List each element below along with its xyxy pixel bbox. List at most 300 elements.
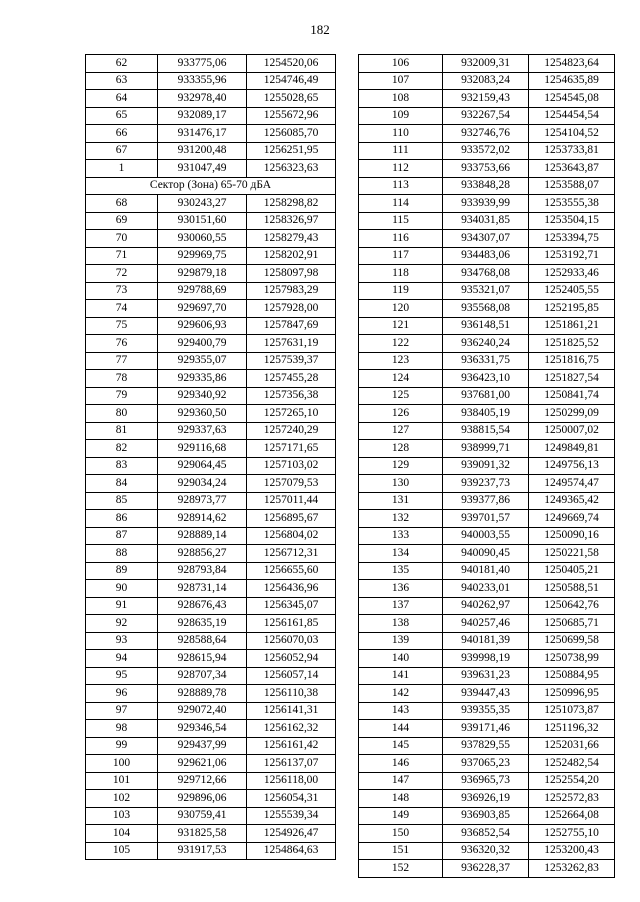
table-row [86,475,336,493]
table-row [86,282,336,300]
x-coordinate-cell: 928973,77 [158,492,247,510]
point-number-cell: 77 [86,352,158,370]
x-coordinate-cell: 929712,66 [158,772,247,790]
point-number-cell: 92 [86,615,158,633]
point-number-cell: 126 [359,405,443,423]
y-coordinate-cell: 1257928,00 [247,300,336,318]
y-coordinate-cell: 1257171,65 [247,440,336,458]
table-row [86,195,336,213]
x-coordinate-cell: 929337,63 [158,422,247,440]
x-coordinate-cell: 928731,14 [158,580,247,598]
x-coordinate-cell: 932159,43 [443,90,529,108]
table-row [86,335,336,353]
point-number-cell: 82 [86,440,158,458]
point-number-cell: 125 [359,387,443,405]
x-coordinate-cell: 930060,55 [158,230,247,248]
x-coordinate-cell: 935568,08 [443,300,529,318]
table-row [86,492,336,510]
point-number-cell: 73 [86,282,158,300]
y-coordinate-cell: 1257103,02 [247,457,336,475]
point-number-cell: 99 [86,737,158,755]
y-coordinate-cell: 1256070,03 [247,632,336,650]
right-table-body [359,55,615,878]
table-row [86,702,336,720]
point-number-cell: 128 [359,440,443,458]
x-coordinate-cell: 929346,54 [158,720,247,738]
x-coordinate-cell: 936423,10 [443,370,529,388]
table-row [359,667,615,685]
y-coordinate-cell: 1250841,74 [529,387,615,405]
x-coordinate-cell: 929355,07 [158,352,247,370]
y-coordinate-cell: 1256162,32 [247,720,336,738]
x-coordinate-cell: 939998,19 [443,650,529,668]
x-coordinate-cell: 929697,70 [158,300,247,318]
table-row [359,142,615,160]
table-row [86,807,336,825]
y-coordinate-cell: 1252554,20 [529,772,615,790]
point-number-cell: 93 [86,632,158,650]
point-number-cell: 101 [86,772,158,790]
x-coordinate-cell: 928914,62 [158,510,247,528]
x-coordinate-cell: 936148,51 [443,317,529,335]
x-coordinate-cell: 939631,23 [443,667,529,685]
y-coordinate-cell: 1256436,96 [247,580,336,598]
y-coordinate-cell: 1256085,70 [247,125,336,143]
y-coordinate-cell: 1252031,66 [529,737,615,755]
y-coordinate-cell: 1250090,16 [529,527,615,545]
table-row [359,790,615,808]
point-number-cell: 106 [359,55,443,73]
x-coordinate-cell: 936965,73 [443,772,529,790]
y-coordinate-cell: 1251861,21 [529,317,615,335]
x-coordinate-cell: 934031,85 [443,212,529,230]
coordinates-table-right [358,54,615,878]
point-number-cell: 111 [359,142,443,160]
y-coordinate-cell: 1250699,58 [529,632,615,650]
x-coordinate-cell: 939091,32 [443,457,529,475]
y-coordinate-cell: 1254520,06 [247,55,336,73]
y-coordinate-cell: 1250685,71 [529,615,615,633]
x-coordinate-cell: 928707,34 [158,667,247,685]
x-coordinate-cell: 938405,19 [443,405,529,423]
table-row [86,370,336,388]
x-coordinate-cell: 936852,54 [443,825,529,843]
point-number-cell: 121 [359,317,443,335]
x-coordinate-cell: 932089,17 [158,107,247,125]
table-row [359,282,615,300]
table-row [86,107,336,125]
point-number-cell: 135 [359,562,443,580]
table-row [359,842,615,860]
x-coordinate-cell: 929064,45 [158,457,247,475]
y-coordinate-cell: 1249574,47 [529,475,615,493]
y-coordinate-cell: 1256161,85 [247,615,336,633]
table-row [86,510,336,528]
x-coordinate-cell: 929969,75 [158,247,247,265]
point-number-cell: 138 [359,615,443,633]
y-coordinate-cell: 1257356,38 [247,387,336,405]
point-number-cell: 151 [359,842,443,860]
table-row [359,860,615,878]
x-coordinate-cell: 932267,54 [443,107,529,125]
y-coordinate-cell: 1257847,69 [247,317,336,335]
x-coordinate-cell: 937065,23 [443,755,529,773]
table-row [359,247,615,265]
point-number-cell: 1 [86,160,158,178]
table-row [86,160,336,178]
y-coordinate-cell: 1256655,60 [247,562,336,580]
y-coordinate-cell: 1256057,14 [247,667,336,685]
x-coordinate-cell: 929621,06 [158,755,247,773]
x-coordinate-cell: 936240,24 [443,335,529,353]
table-row [359,492,615,510]
point-number-cell: 123 [359,352,443,370]
y-coordinate-cell: 1254454,54 [529,107,615,125]
point-number-cell: 127 [359,422,443,440]
table-row [359,720,615,738]
point-number-cell: 116 [359,230,443,248]
table-row [86,545,336,563]
point-number-cell: 100 [86,755,158,773]
point-number-cell: 95 [86,667,158,685]
x-coordinate-cell: 933572,02 [443,142,529,160]
point-number-cell: 120 [359,300,443,318]
point-number-cell: 144 [359,720,443,738]
point-number-cell: 110 [359,125,443,143]
y-coordinate-cell: 1254864,63 [247,842,336,860]
y-coordinate-cell: 1251196,32 [529,720,615,738]
y-coordinate-cell: 1252933,46 [529,265,615,283]
y-coordinate-cell: 1254635,89 [529,72,615,90]
table-row [359,405,615,423]
point-number-cell: 71 [86,247,158,265]
table-row [86,667,336,685]
table-row [359,90,615,108]
x-coordinate-cell: 940090,45 [443,545,529,563]
point-number-cell: 149 [359,807,443,825]
y-coordinate-cell: 1252755,10 [529,825,615,843]
x-coordinate-cell: 933775,06 [158,55,247,73]
table-row [359,632,615,650]
table-row [86,405,336,423]
x-coordinate-cell: 939171,46 [443,720,529,738]
x-coordinate-cell: 929879,18 [158,265,247,283]
point-number-cell: 109 [359,107,443,125]
point-number-cell: 83 [86,457,158,475]
point-number-cell: 131 [359,492,443,510]
point-number-cell: 97 [86,702,158,720]
y-coordinate-cell: 1256054,31 [247,790,336,808]
x-coordinate-cell: 928856,27 [158,545,247,563]
point-number-cell: 86 [86,510,158,528]
point-number-cell: 118 [359,265,443,283]
y-coordinate-cell: 1258279,43 [247,230,336,248]
y-coordinate-cell: 1250996,95 [529,685,615,703]
point-number-cell: 143 [359,702,443,720]
table-row [359,755,615,773]
x-coordinate-cell: 929896,06 [158,790,247,808]
point-number-cell: 148 [359,790,443,808]
coordinates-table-left [85,54,336,860]
table-row [359,177,615,195]
x-coordinate-cell: 928889,78 [158,685,247,703]
point-number-cell: 76 [86,335,158,353]
x-coordinate-cell: 934307,07 [443,230,529,248]
table-row [86,265,336,283]
x-coordinate-cell: 928793,84 [158,562,247,580]
x-coordinate-cell: 931476,17 [158,125,247,143]
point-number-cell: 119 [359,282,443,300]
table-row [86,685,336,703]
x-coordinate-cell: 931825,58 [158,825,247,843]
x-coordinate-cell: 935321,07 [443,282,529,300]
x-coordinate-cell: 930243,27 [158,195,247,213]
table-row [86,527,336,545]
table-row [359,352,615,370]
point-number-cell: 69 [86,212,158,230]
x-coordinate-cell: 936903,85 [443,807,529,825]
x-coordinate-cell: 940233,01 [443,580,529,598]
y-coordinate-cell: 1251825,52 [529,335,615,353]
x-coordinate-cell: 940257,46 [443,615,529,633]
point-number-cell: 66 [86,125,158,143]
point-number-cell: 132 [359,510,443,528]
y-coordinate-cell: 1249669,74 [529,510,615,528]
y-coordinate-cell: 1253200,43 [529,842,615,860]
table-row [359,772,615,790]
table-row [86,212,336,230]
point-number-cell: 130 [359,475,443,493]
x-coordinate-cell: 932978,40 [158,90,247,108]
x-coordinate-cell: 928615,94 [158,650,247,668]
table-row [359,825,615,843]
table-row [359,457,615,475]
x-coordinate-cell: 929400,79 [158,335,247,353]
y-coordinate-cell: 1257240,29 [247,422,336,440]
table-row [86,632,336,650]
left-table-body [86,55,336,860]
point-number-cell: 78 [86,370,158,388]
point-number-cell: 112 [359,160,443,178]
y-coordinate-cell: 1253192,71 [529,247,615,265]
y-coordinate-cell: 1253394,75 [529,230,615,248]
table-row [359,370,615,388]
point-number-cell: 142 [359,685,443,703]
x-coordinate-cell: 937829,55 [443,737,529,755]
x-coordinate-cell: 939447,43 [443,685,529,703]
table-row [86,650,336,668]
table-row [359,422,615,440]
point-number-cell: 85 [86,492,158,510]
y-coordinate-cell: 1256137,07 [247,755,336,773]
point-number-cell: 134 [359,545,443,563]
point-number-cell: 145 [359,737,443,755]
y-coordinate-cell: 1254823,64 [529,55,615,73]
y-coordinate-cell: 1254746,49 [247,72,336,90]
table-row [359,195,615,213]
y-coordinate-cell: 1256052,94 [247,650,336,668]
point-number-cell: 70 [86,230,158,248]
x-coordinate-cell: 938999,71 [443,440,529,458]
table-row [359,807,615,825]
x-coordinate-cell: 934483,06 [443,247,529,265]
point-number-cell: 122 [359,335,443,353]
point-number-cell: 150 [359,825,443,843]
x-coordinate-cell: 929360,50 [158,405,247,423]
table-row [86,580,336,598]
x-coordinate-cell: 931200,48 [158,142,247,160]
point-number-cell: 115 [359,212,443,230]
y-coordinate-cell: 1252572,83 [529,790,615,808]
point-number-cell: 152 [359,860,443,878]
y-coordinate-cell: 1257631,19 [247,335,336,353]
table-row [359,212,615,230]
point-number-cell: 84 [86,475,158,493]
y-coordinate-cell: 1249849,81 [529,440,615,458]
y-coordinate-cell: 1253504,15 [529,212,615,230]
y-coordinate-cell: 1255539,34 [247,807,336,825]
point-number-cell: 129 [359,457,443,475]
point-number-cell: 75 [86,317,158,335]
x-coordinate-cell: 936331,75 [443,352,529,370]
point-number-cell: 98 [86,720,158,738]
y-coordinate-cell: 1258097,98 [247,265,336,283]
x-coordinate-cell: 928889,14 [158,527,247,545]
table-row [359,737,615,755]
x-coordinate-cell: 929437,99 [158,737,247,755]
point-number-cell: 104 [86,825,158,843]
point-number-cell: 133 [359,527,443,545]
x-coordinate-cell: 939355,35 [443,702,529,720]
point-number-cell: 113 [359,177,443,195]
x-coordinate-cell: 938815,54 [443,422,529,440]
x-coordinate-cell: 929606,93 [158,317,247,335]
table-row [86,142,336,160]
y-coordinate-cell: 1252405,55 [529,282,615,300]
y-coordinate-cell: 1253262,83 [529,860,615,878]
point-number-cell: 90 [86,580,158,598]
x-coordinate-cell: 929072,40 [158,702,247,720]
x-coordinate-cell: 929116,68 [158,440,247,458]
table-row [86,755,336,773]
y-coordinate-cell: 1257539,37 [247,352,336,370]
y-coordinate-cell: 1250299,09 [529,405,615,423]
table-row [86,230,336,248]
y-coordinate-cell: 1255028,65 [247,90,336,108]
table-row [86,772,336,790]
point-number-cell: 94 [86,650,158,668]
y-coordinate-cell: 1253588,07 [529,177,615,195]
point-number-cell: 114 [359,195,443,213]
table-row [86,562,336,580]
y-coordinate-cell: 1256804,02 [247,527,336,545]
table-row [86,720,336,738]
y-coordinate-cell: 1250405,21 [529,562,615,580]
point-number-cell: 105 [86,842,158,860]
y-coordinate-cell: 1250007,02 [529,422,615,440]
table-row [86,300,336,318]
point-number-cell: 62 [86,55,158,73]
y-coordinate-cell: 1257983,29 [247,282,336,300]
table-row [359,475,615,493]
y-coordinate-cell: 1257455,28 [247,370,336,388]
table-row [86,842,336,860]
table-row [86,317,336,335]
table-row [359,230,615,248]
y-coordinate-cell: 1257265,10 [247,405,336,423]
y-coordinate-cell: 1254545,08 [529,90,615,108]
x-coordinate-cell: 932746,76 [443,125,529,143]
x-coordinate-cell: 931047,49 [158,160,247,178]
x-coordinate-cell: 929335,86 [158,370,247,388]
point-number-cell: 146 [359,755,443,773]
x-coordinate-cell: 933355,96 [158,72,247,90]
x-coordinate-cell: 937681,00 [443,387,529,405]
table-row [359,55,615,73]
point-number-cell: 136 [359,580,443,598]
table-row [86,125,336,143]
table-row [86,457,336,475]
point-number-cell: 117 [359,247,443,265]
y-coordinate-cell: 1250642,76 [529,597,615,615]
page-number: 182 [310,22,330,37]
point-number-cell: 147 [359,772,443,790]
table-row [86,597,336,615]
x-coordinate-cell: 939237,73 [443,475,529,493]
table-row [359,702,615,720]
x-coordinate-cell: 940262,97 [443,597,529,615]
table-row [86,247,336,265]
table-row [359,160,615,178]
table-row [359,527,615,545]
point-number-cell: 107 [359,72,443,90]
y-coordinate-cell: 1252664,08 [529,807,615,825]
y-coordinate-cell: 1253555,38 [529,195,615,213]
table-row [86,615,336,633]
table-row [86,440,336,458]
y-coordinate-cell: 1250884,95 [529,667,615,685]
table-row [359,300,615,318]
point-number-cell: 81 [86,422,158,440]
table-row [359,545,615,563]
x-coordinate-cell: 934768,08 [443,265,529,283]
table-row [86,352,336,370]
point-number-cell: 140 [359,650,443,668]
y-coordinate-cell: 1252195,85 [529,300,615,318]
x-coordinate-cell: 940181,40 [443,562,529,580]
point-number-cell: 72 [86,265,158,283]
x-coordinate-cell: 930759,41 [158,807,247,825]
x-coordinate-cell: 940003,55 [443,527,529,545]
y-coordinate-cell: 1258298,82 [247,195,336,213]
point-number-cell: 64 [86,90,158,108]
y-coordinate-cell: 1251073,87 [529,702,615,720]
y-coordinate-cell: 1250738,99 [529,650,615,668]
y-coordinate-cell: 1256141,31 [247,702,336,720]
y-coordinate-cell: 1249365,42 [529,492,615,510]
point-number-cell: 137 [359,597,443,615]
point-number-cell: 91 [86,597,158,615]
table-row [359,387,615,405]
point-number-cell: 68 [86,195,158,213]
table-row [359,597,615,615]
x-coordinate-cell: 936228,37 [443,860,529,878]
y-coordinate-cell: 1257079,53 [247,475,336,493]
y-coordinate-cell: 1251816,75 [529,352,615,370]
point-number-cell: 108 [359,90,443,108]
y-coordinate-cell: 1256895,67 [247,510,336,528]
x-coordinate-cell: 936926,19 [443,790,529,808]
